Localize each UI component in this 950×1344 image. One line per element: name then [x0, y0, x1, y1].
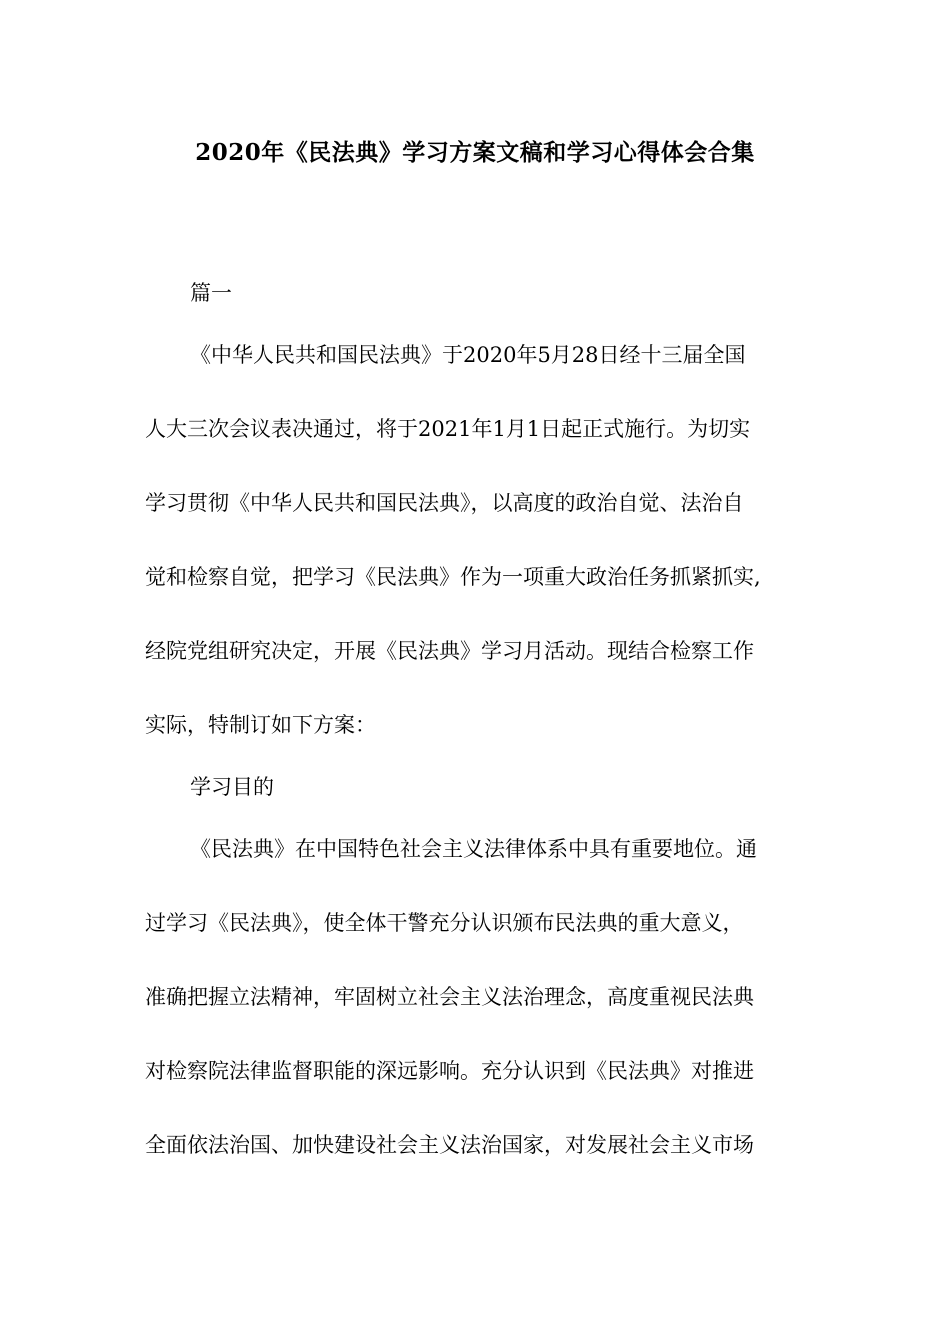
paragraph-line: 学习贯彻《中华人民共和国民法典》，以高度的政治自觉、法治自	[145, 491, 744, 515]
paragraph-line: 全面依法治国、加快建设社会主义法治国家，对发展社会主义市场	[145, 1133, 754, 1157]
paragraph-line: 准确把握立法精神，牢固树立社会主义法治理念，高度重视民法典	[145, 985, 754, 1009]
document-title: 2020年《民法典》学习方案文稿和学习心得体会合集	[195, 139, 755, 166]
paragraph-line: 《民法典》在中国特色社会主义法律体系中具有重要地位。通	[190, 837, 757, 861]
section-heading-purpose: 学习目的	[190, 775, 274, 799]
paragraph-line: 经院党组研究决定，开展《民法典》学习月活动。现结合检察工作	[145, 639, 754, 663]
paragraph-line: 《中华人民共和国民法典》于2020年5月28日经十三届全国	[190, 343, 746, 367]
paragraph-line: 过学习《民法典》，使全体干警充分认识颁布民法典的重大意义，	[145, 911, 744, 935]
paragraph-line: 觉和检察自觉，把学习《民法典》作为一项重大政治任务抓紧抓实,	[145, 565, 761, 589]
section-heading-part-one: 篇一	[190, 281, 232, 305]
paragraph-line: 实际，特制订如下方案：	[145, 713, 376, 737]
paragraph-line: 人大三次会议表决通过，将于2021年1月1日起正式施行。为切实	[145, 417, 751, 441]
paragraph-line: 对检察院法律监督职能的深远影响。充分认识到《民法典》对推进	[145, 1059, 754, 1083]
